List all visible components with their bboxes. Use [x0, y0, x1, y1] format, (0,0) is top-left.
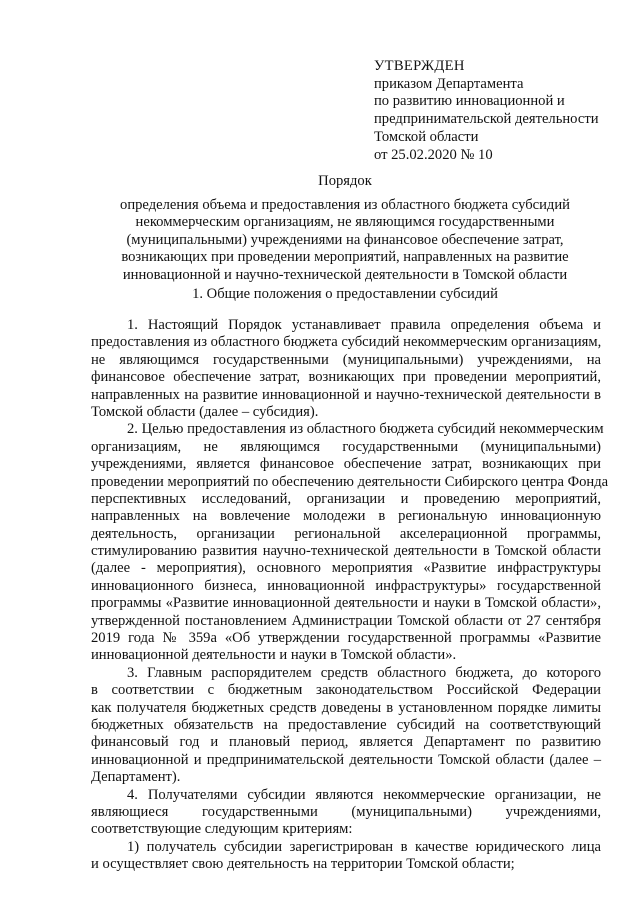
document-subtitle-line: инновационной и научно-технической деятельности в Томской области — [122, 266, 568, 283]
paragraph-line: направленных на вовлечение молодежи в региональную инновационную — [91, 508, 601, 525]
document-title — [90, 173, 600, 284]
paragraph-line: учреждениями, является финансовое обеспечение затрат, возникающих при — [91, 456, 601, 473]
paragraph-line: организациям, не являющимся государственными (муниципальными) — [91, 438, 601, 455]
paragraph-line: Департамент). — [91, 769, 181, 786]
paragraph-line: деятельность, организации региональной акселерационной программы, — [91, 525, 601, 542]
paragraph-line: 1. Настоящий Порядок устанавливает правила определения объема и — [127, 317, 601, 333]
approval-stamp — [374, 58, 624, 164]
approval-line: предпринимательской деятельности — [374, 111, 599, 128]
paragraph-line: бюджетных обязательств на предоставление субсидий на соответствующий — [91, 716, 601, 733]
paragraph-line: финансовый год и плановый период, является Департамент по развитию — [91, 734, 601, 751]
paragraph-line: проведении мероприятий по обеспечению деятельности Сибирского центра Фонда — [91, 473, 609, 490]
paragraph-line: 2019 года № 359а «Об утверждении государственной программы «Развитие — [91, 630, 601, 647]
paragraph-line: (далее - мероприятия), основного мероприятия «Развитие инфраструктуры — [91, 560, 601, 577]
paragraph-4 — [91, 787, 601, 839]
section-heading: 1. Общие положения о предоставлении субсидий — [192, 286, 498, 302]
paragraph-line: утвержденной постановлением Администрации Томской области от 27 сентября — [91, 612, 601, 629]
document-subtitle-line: возникающих при проведении мероприятий, направленных на развитие — [121, 249, 569, 265]
paragraph-2 — [91, 421, 609, 664]
document-subtitle-line: (муниципальными) учреждениями на финансовое обеспечение затрат, — [126, 231, 564, 248]
paragraph-line: в соответствии с бюджетным законодательством Российской Федерации — [91, 682, 601, 699]
document-subtitle-line: некоммерческим организациям, не являющимся государственными — [135, 214, 555, 230]
paragraph-line: инновационной и предпринимательской деятельности Томской области (далее – — [91, 751, 601, 768]
approval-date: от 25.02.2020 № 10 — [374, 146, 493, 163]
paragraph-line: перспективных исследований, организации и проведению мероприятий, — [91, 490, 601, 507]
approval-title: УТВЕРЖДЕН — [374, 58, 465, 74]
paragraph-line: направленных на развитие инновационной и научно-технической деятельности в — [91, 386, 601, 403]
paragraph-line: инновационной деятельности и науки в Томской области». — [91, 647, 457, 664]
paragraph-line: Томской области (далее – субсидия). — [91, 403, 319, 420]
paragraph-line: 4. Получателями субсидии являются некоммерческие организации, не — [127, 786, 601, 803]
paragraph-line: не являющимся государственными (муниципальными) учреждениями, на — [91, 351, 601, 368]
paragraph-line: 1) получатель субсидии зарегистрирован в качестве юридического лица — [127, 838, 601, 855]
paragraph-line: предоставления из областного бюджета субсидий некоммерческим организациям, — [91, 334, 602, 351]
paragraph-3 — [91, 665, 601, 787]
paragraph-line: и осуществляет свою деятельность на территории Томской области; — [91, 856, 515, 873]
paragraph-line: финансовое обеспечение затрат, возникающих при проведении мероприятий, — [91, 369, 601, 386]
approval-line: по развитию инновационной и — [374, 93, 565, 110]
paragraph-line: соответствующие следующим критериям: — [91, 821, 353, 838]
paragraph-line: как получателя бюджетных средств доведены в установленном порядке лимиты — [91, 699, 601, 716]
paragraph-line: 3. Главным распорядителем средств областного бюджета, до которого — [127, 664, 601, 681]
paragraph-4-item-1 — [91, 839, 601, 874]
paragraph-line: являющиеся государственными (муниципальными) учреждениями, — [91, 803, 601, 820]
document-body — [91, 317, 609, 874]
paragraph-line: инновационного бизнеса, инновационной инфраструктуры» государственной — [91, 577, 601, 594]
document-heading: Порядок — [318, 173, 372, 189]
paragraph-line: программы «Развитие инновационной деятельности и науки в Томской области», — [91, 595, 601, 612]
approval-line: приказом Департамента — [374, 75, 524, 92]
paragraph-line: стимулированию развития научно-технической деятельности в Томской области — [91, 543, 601, 560]
document-subtitle-line: определения объема и предоставления из областного бюджета субсидий — [120, 196, 570, 213]
paragraph-line: 2. Целью предоставления из областного бюджета субсидий некоммерческим — [127, 421, 604, 438]
paragraph-1 — [91, 317, 601, 421]
approval-line: Томской области — [374, 128, 479, 145]
